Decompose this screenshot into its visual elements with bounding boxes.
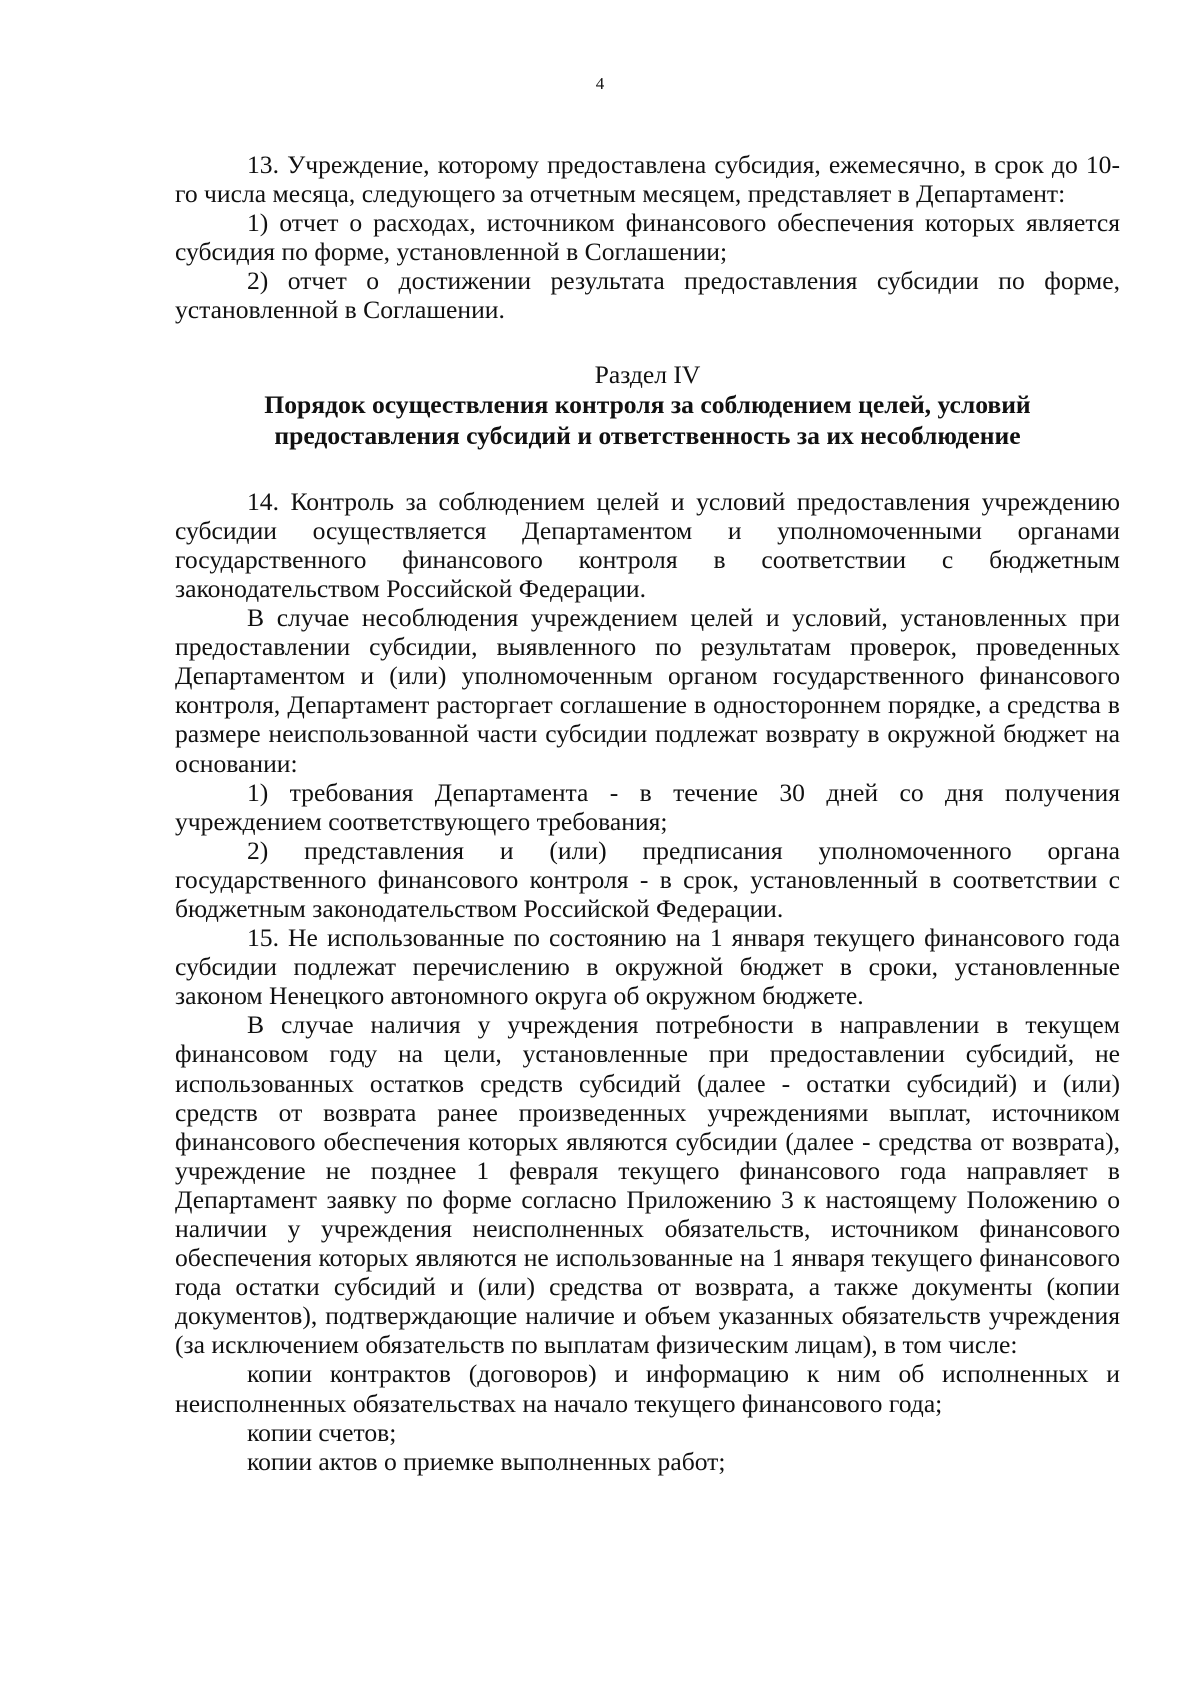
list-item: копии актов о приемке выполненных работ;: [247, 1446, 726, 1476]
paragraph: В случае наличия у учреждения потребности в направлении в текущем финансовом году на цели, установленные при предоставлении субсидий, не использованных остатков средств субсидий (далее - остатки субсидий) и (или) средств от возврата ранее произведенных учреждениями выплат, источником финансового обеспечения которых являются субсидии (далее - средства от возврата), учреждение не позднее 1 февраля текущего финансового года направляет в Департамент заявку по форме согласно Приложению 3 к настоящему Положению о наличии у учреждения неисполненных обязательств, источником финансового обеспечения которых являются не использованные на 1 января текущего финансового года остатки субсидий и (или) средства от возврата, а также документы (копии документов), подтверждающие наличие и объем указанных обязательств учреждения (за исключением обязательств по выплатам физическим лицам), в том числе:: [175, 1010, 1120, 1360]
section-header: [175, 360, 1120, 451]
list-item: 2) отчет о достижении результата предоставления субсидии по форме, установленной в Соглашении.: [175, 266, 1120, 325]
page-number: 4: [595, 74, 605, 93]
paragraph-15: 15. Не использованные по состоянию на 1 января текущего финансового года субсидии подлежат перечислению в окружной бюджет в сроки, установленные законом Ненецкого автономного округа об окружном бюджете.: [175, 923, 1120, 1011]
document-body: [175, 150, 1120, 1476]
section-title-line-2: предоставления субсидий и ответственность за их несоблюдение: [274, 420, 1021, 450]
paragraph: В случае несоблюдения учреждением целей и условий, установленных при предоставлении субсидии, выявленного по результатам проверок, проведенных Департаментом и (или) уполномоченным органом государственного финансового контроля, Департамент расторгает соглашение в одностороннем порядке, а средства в размере неиспользованной части субсидии подлежат возврату в окружной бюджет на основании:: [175, 603, 1120, 778]
section-title-line-1: Порядок осуществления контроля за соблюдением целей, условий: [264, 389, 1031, 419]
list-item: 2) представления и (или) предписания уполномоченного органа государственного финансового контроля - в срок, установленный в соответствии с бюджетным законодательством Российской Федерации.: [175, 835, 1120, 923]
paragraph-13: 13. Учреждение, которому предоставлена субсидия, ежемесячно, в срок до 10-го числа месяца, следующего за отчетным месяцем, представляет в Департамент:: [175, 150, 1120, 209]
list-item: копии контрактов (договоров) и информацию к ним об исполненных и неисполненных обязательствах на начало текущего финансового года;: [175, 1359, 1120, 1418]
list-item: копии счетов;: [247, 1417, 397, 1447]
list-item: 1) требования Департамента - в течение 30 дней со дня получения учреждением соответствующего требования;: [175, 777, 1120, 836]
list-item: 1) отчет о расходах, источником финансового обеспечения которых является субсидия по форме, установленной в Соглашении;: [175, 208, 1120, 267]
paragraph-14: 14. Контроль за соблюдением целей и условий предоставления учреждению субсидии осуществляется Департаментом и уполномоченными органами государственного финансового контроля в соответствии с бюджетным законодательством Российской Федерации.: [175, 486, 1120, 603]
section-label: Раздел IV: [594, 359, 701, 389]
